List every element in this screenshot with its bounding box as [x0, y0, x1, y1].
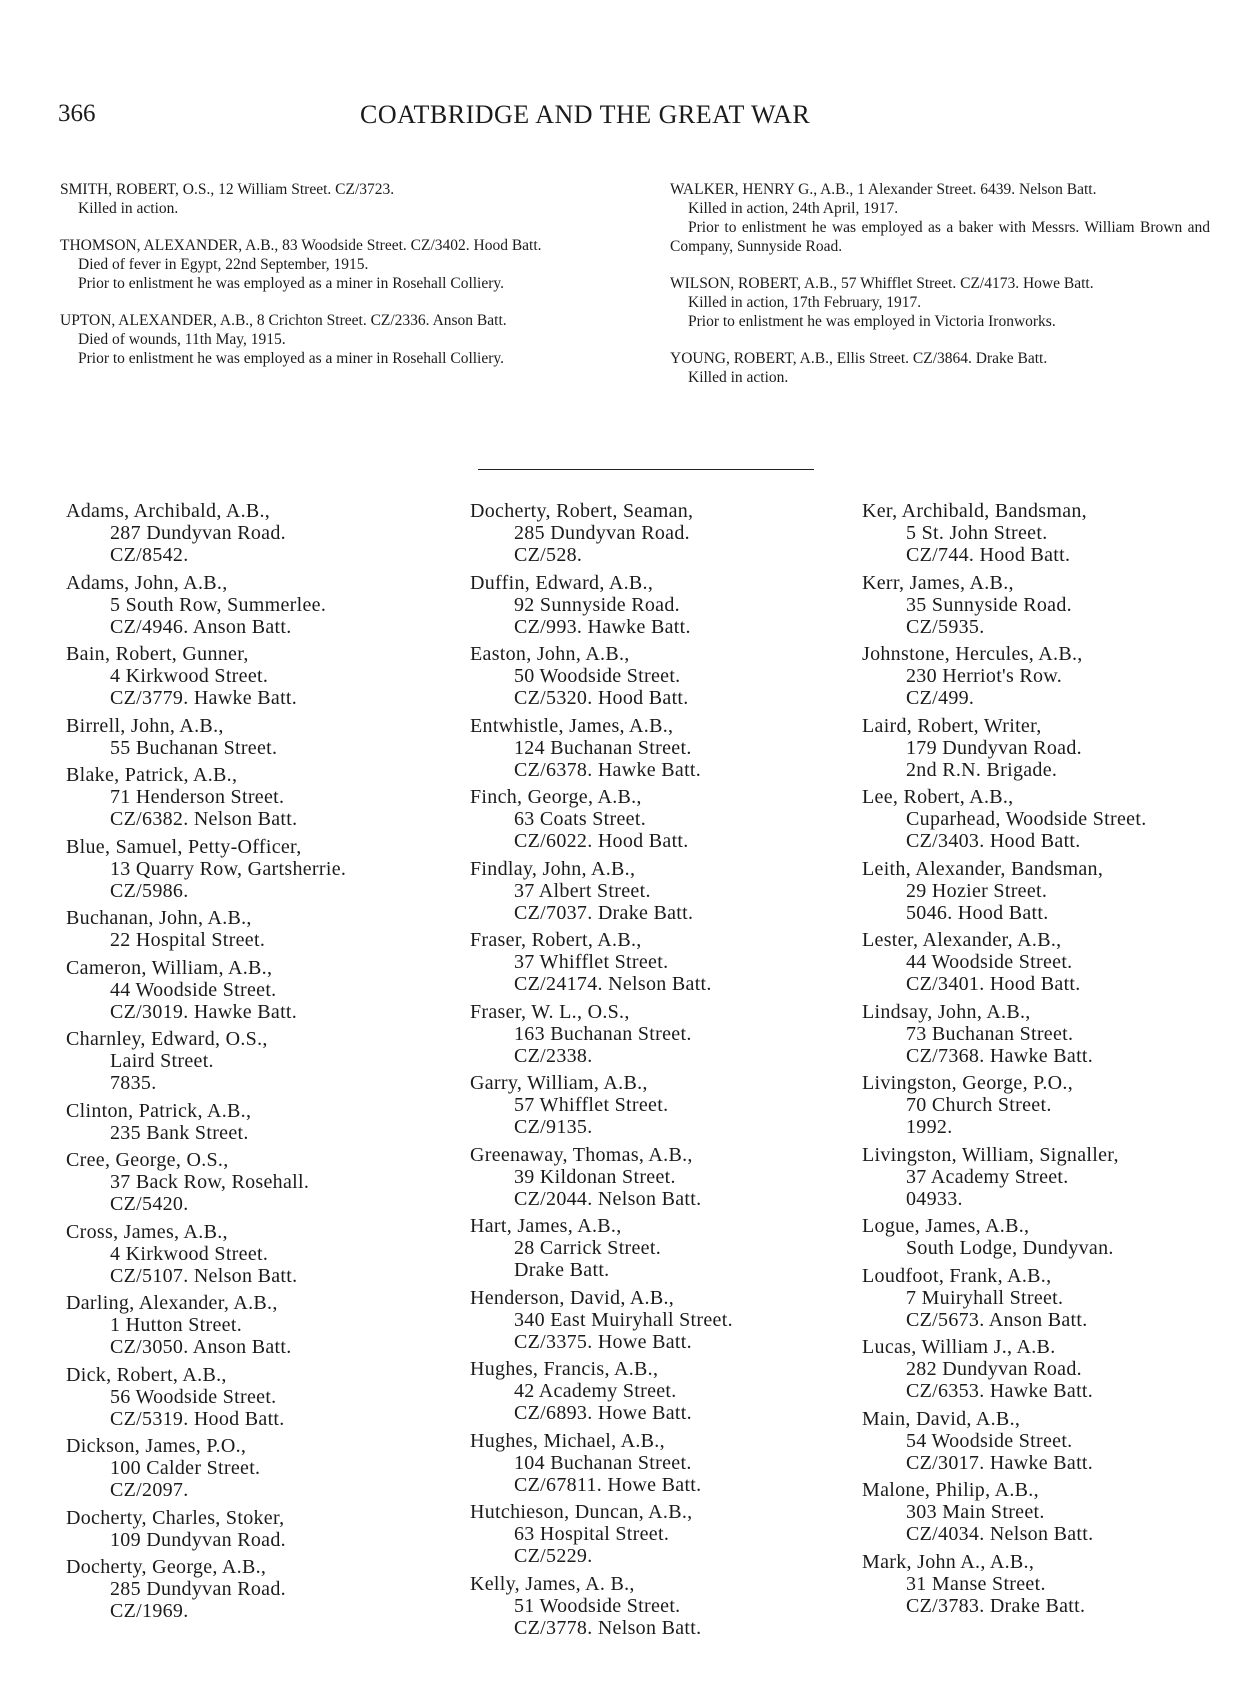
roll-entry: [66, 1435, 446, 1501]
roll-entry-address: 1 Hutton Street.: [110, 1314, 243, 1336]
running-head-title: COATBRIDGE AND THE GREAT WAR: [360, 100, 811, 129]
roll-column-3: [862, 500, 1232, 1622]
roll-entry-address: 29 Hozier Street.: [906, 879, 1048, 902]
roll-entry-service: Drake Batt.: [514, 1259, 610, 1281]
roll-entry-service: CZ/993. Hawke Batt.: [514, 615, 691, 638]
roll-entry-service: CZ/3401. Hood Batt.: [906, 973, 1081, 995]
roll-entry-address: 51 Woodside Street.: [514, 1594, 681, 1617]
roll-entry-address: 54 Woodside Street.: [906, 1429, 1073, 1452]
roll-entry-service: CZ/3783. Drake Batt.: [906, 1594, 1086, 1617]
roll-entry-name: Logue, James, A.B.,: [862, 1215, 1030, 1237]
roll-entry-service: CZ/7037. Drake Batt.: [514, 901, 694, 924]
roll-entry: [862, 1265, 1232, 1331]
entry-note: Died of fever in Egypt, 22nd September, 1915.: [78, 256, 369, 273]
roll-entry: [66, 1149, 446, 1215]
roll-entry-name: Cameron, William, A.B.,: [66, 956, 273, 979]
roll-entry-name: Lee, Robert, A.B.,: [862, 786, 1014, 808]
roll-entry-service: CZ/2044. Nelson Batt.: [514, 1187, 702, 1210]
roll-entry-name: Loudfoot, Frank, A.B.,: [862, 1264, 1052, 1287]
roll-entry: [862, 1551, 1232, 1617]
roll-entry-name: Finch, George, A.B.,: [470, 786, 642, 808]
roll-entry-address: 4 Kirkwood Street.: [110, 1242, 269, 1265]
entry-heading: UPTON, ALEXANDER, A.B., 8 Crichton Street. CZ/2336. Anson Batt.: [60, 312, 507, 329]
roll-entry: [862, 929, 1232, 995]
roll-entry: [862, 1408, 1232, 1474]
roll-entry-address: 42 Academy Street.: [514, 1380, 677, 1402]
roll-entry-name: Lindsay, John, A.B.,: [862, 1000, 1031, 1023]
casualty-entry: [670, 349, 1210, 387]
roll-entry-address: 56 Woodside Street.: [110, 1385, 277, 1408]
roll-entry-address: 70 Church Street.: [906, 1094, 1052, 1116]
roll-entry-name: Cree, George, O.S.,: [66, 1149, 229, 1171]
casualty-entry: [60, 180, 620, 218]
roll-entry-name: Dickson, James, P.O.,: [66, 1435, 247, 1457]
roll-entry-service: CZ/8542.: [110, 544, 189, 566]
roll-entry-service: CZ/4034. Nelson Batt.: [906, 1523, 1094, 1545]
roll-entry-service: 5046. Hood Batt.: [906, 901, 1049, 924]
roll-entry-address: 22 Hospital Street.: [110, 929, 266, 951]
roll-entry-address: 73 Buchanan Street.: [906, 1022, 1074, 1045]
roll-entry-service: CZ/24174. Nelson Batt.: [514, 973, 712, 995]
roll-entry-address: 4 Kirkwood Street.: [110, 665, 269, 687]
roll-entry-name: Easton, John, A.B.,: [470, 643, 630, 665]
roll-entry-name: Leith, Alexander, Bandsman,: [862, 857, 1104, 880]
roll-entry-name: Adams, John, A.B.,: [66, 571, 228, 594]
roll-entry-address: 37 Albert Street.: [514, 879, 651, 902]
roll-entry-name: Mark, John A., A.B.,: [862, 1550, 1035, 1573]
roll-entry-name: Main, David, A.B.,: [862, 1407, 1021, 1430]
roll-entry-address: South Lodge, Dundyvan.: [906, 1237, 1114, 1259]
roll-entry: [862, 715, 1232, 781]
roll-entry-address: 179 Dundyvan Road.: [906, 736, 1082, 759]
roll-entry-address: 35 Sunnyside Road.: [906, 593, 1072, 616]
roll-entry-service: CZ/3375. Howe Batt.: [514, 1330, 692, 1353]
entry-heading: YOUNG, ROBERT, A.B., Ellis Street. CZ/3864. Drake Batt.: [670, 350, 1048, 367]
entry-note: Died of wounds, 11th May, 1915.: [78, 331, 286, 348]
roll-entry-name: Hughes, Francis, A.B.,: [470, 1358, 659, 1380]
roll-entry: [66, 1028, 446, 1094]
roll-entry-name: Buchanan, John, A.B.,: [66, 907, 252, 929]
roll-entry-name: Duffin, Edward, A.B.,: [470, 571, 654, 594]
roll-entry-service: CZ/3050. Anson Batt.: [110, 1336, 292, 1358]
roll-entry-service: CZ/5986.: [110, 879, 189, 902]
entry-heading: WILSON, ROBERT, A.B., 57 Whifflet Street. CZ/4173. Howe Batt.: [670, 275, 1094, 292]
roll-entry-service: CZ/1969.: [110, 1600, 189, 1622]
roll-entry-service: CZ/744. Hood Batt.: [906, 544, 1071, 566]
roll-entry: [862, 786, 1232, 852]
roll-entry: [66, 957, 446, 1023]
roll-entry-service: CZ/3019. Hawke Batt.: [110, 1000, 298, 1023]
roll-entry-service: CZ/499.: [906, 687, 975, 709]
roll-entry: [66, 1292, 446, 1358]
roll-entry-name: Kerr, James, A.B.,: [862, 571, 1014, 594]
roll-entry-name: Bain, Robert, Gunner,: [66, 643, 249, 665]
roll-entry-address: 28 Carrick Street.: [514, 1237, 662, 1259]
roll-entry: [470, 786, 850, 852]
entry-heading: WALKER, HENRY G., A.B., 1 Alexander Street. 6439. Nelson Batt.: [670, 181, 1097, 198]
roll-entry-name: Clinton, Patrick, A.B.,: [66, 1099, 252, 1122]
roll-entry: [66, 1100, 446, 1144]
roll-entry-address: 163 Buchanan Street.: [514, 1022, 692, 1045]
entry-heading: SMITH, ROBERT, O.S., 12 William Street. CZ/3723.: [60, 181, 395, 198]
entry-note: Killed in action, 24th April, 1917.: [688, 200, 899, 217]
roll-entry: [66, 1364, 446, 1430]
roll-entry-address: 230 Herriot's Row.: [906, 665, 1063, 687]
roll-entry-address: 63 Coats Street.: [514, 808, 647, 830]
roll-entry-service: CZ/2338.: [514, 1044, 593, 1067]
roll-entry: [66, 500, 446, 566]
entry-note: Prior to enlistment he was employed as a miner in Rosehall Colliery.: [78, 350, 505, 367]
roll-entry-service: CZ/5320. Hood Batt.: [514, 687, 689, 709]
roll-entry-address: 285 Dundyvan Road.: [110, 1578, 286, 1600]
roll-entry-service: CZ/3403. Hood Batt.: [906, 830, 1081, 852]
roll-entry-address: 287 Dundyvan Road.: [110, 522, 286, 544]
roll-entry: [470, 858, 850, 924]
roll-entry: [66, 715, 446, 759]
roll-entry-name: Findlay, John, A.B.,: [470, 857, 636, 880]
roll-entry: [470, 1501, 850, 1567]
roll-entry-address: 37 Academy Street.: [906, 1165, 1069, 1188]
roll-entry-address: 92 Sunnyside Road.: [514, 593, 680, 616]
roll-entry: [862, 1001, 1232, 1067]
entry-note: Killed in action, 17th February, 1917.: [688, 294, 922, 311]
roll-entry-name: Lucas, William J., A.B.: [862, 1336, 1056, 1358]
roll-entry: [66, 1507, 446, 1551]
roll-entry-address: 7 Muiryhall Street.: [906, 1286, 1064, 1309]
roll-entry: [862, 572, 1232, 638]
section-divider: [478, 469, 814, 470]
roll-entry-service: CZ/6378. Hawke Batt.: [514, 758, 702, 781]
roll-entry-address: 5 St. John Street.: [906, 522, 1048, 544]
casualty-entry: [60, 236, 620, 293]
roll-entry-name: Ker, Archibald, Bandsman,: [862, 500, 1087, 522]
roll-entry: [470, 643, 850, 709]
roll-entry: [66, 572, 446, 638]
roll-entry-address: 303 Main Street.: [906, 1501, 1045, 1523]
roll-entry-name: Lester, Alexander, A.B.,: [862, 929, 1062, 951]
roll-entry-name: Adams, Archibald, A.B.,: [66, 500, 271, 522]
roll-entry: [470, 1573, 850, 1639]
entry-note: Prior to enlistment he was employed in Victoria Ironworks.: [688, 313, 1056, 330]
roll-entry-service: CZ/7368. Hawke Batt.: [906, 1044, 1094, 1067]
roll-entry-address: 55 Buchanan Street.: [110, 736, 278, 759]
roll-entry: [862, 1336, 1232, 1402]
roll-entry-address: 282 Dundyvan Road.: [906, 1358, 1082, 1380]
roll-entry-name: Blake, Patrick, A.B.,: [66, 764, 238, 786]
roll-entry-name: Henderson, David, A.B.,: [470, 1286, 675, 1309]
roll-entry-service: CZ/2097.: [110, 1479, 189, 1501]
roll-entry-service: CZ/3779. Hawke Batt.: [110, 687, 298, 709]
roll-entry: [470, 1001, 850, 1067]
roll-entry: [862, 858, 1232, 924]
roll-entry: [862, 643, 1232, 709]
roll-entry: [470, 500, 850, 566]
roll-entry-service: CZ/6022. Hood Batt.: [514, 830, 689, 852]
roll-entry-service: CZ/4946. Anson Batt.: [110, 615, 292, 638]
roll-entry-name: Johnstone, Hercules, A.B.,: [862, 643, 1083, 665]
roll-entry-address: 37 Whifflet Street.: [514, 951, 669, 973]
roll-entry-address: 63 Hospital Street.: [514, 1523, 670, 1545]
roll-entry: [470, 1215, 850, 1281]
roll-entry: [66, 643, 446, 709]
roll-entry: [66, 1221, 446, 1287]
roll-entry-service: CZ/5107. Nelson Batt.: [110, 1264, 298, 1287]
roll-entry-address: 44 Woodside Street.: [906, 951, 1073, 973]
roll-entry-address: 50 Woodside Street.: [514, 665, 681, 687]
roll-entry-name: Charnley, Edward, O.S.,: [66, 1028, 268, 1050]
roll-entry-name: Hutchieson, Duncan, A.B.,: [470, 1501, 693, 1523]
roll-entry-address: 44 Woodside Street.: [110, 978, 277, 1001]
roll-entry-address: 124 Buchanan Street.: [514, 736, 692, 759]
roll-entry-name: Livingston, George, P.O.,: [862, 1072, 1074, 1094]
roll-entry-name: Blue, Samuel, Petty-Officer,: [66, 835, 302, 858]
roll-entry: [66, 836, 446, 902]
roll-entry-address: 5 South Row, Summerlee.: [110, 593, 327, 616]
casualty-entry: [670, 180, 1210, 256]
roll-entry: [862, 1479, 1232, 1545]
roll-entry-service: CZ/528.: [514, 544, 583, 566]
entry-note: Killed in action.: [688, 369, 789, 386]
roll-entry-service: 2nd R.N. Brigade.: [906, 758, 1058, 781]
roll-entry-address: 71 Henderson Street.: [110, 786, 285, 808]
roll-entry-service: CZ/6893. Howe Batt.: [514, 1402, 692, 1424]
roll-entry-address: 235 Bank Street.: [110, 1121, 249, 1144]
roll-entry-service: CZ/3778. Nelson Batt.: [514, 1616, 702, 1639]
roll-entry: [470, 1144, 850, 1210]
roll-entry-name: Malone, Philip, A.B.,: [862, 1479, 1039, 1501]
roll-entry-name: Kelly, James, A. B.,: [470, 1572, 635, 1595]
roll-entry: [470, 1072, 850, 1138]
roll-entry: [470, 1430, 850, 1496]
roll-entry-name: Hart, James, A.B.,: [470, 1215, 622, 1237]
casualty-entry: [670, 274, 1210, 331]
roll-entry: [862, 1215, 1232, 1259]
roll-entry-address: 109 Dundyvan Road.: [110, 1528, 286, 1551]
roll-entry-name: Cross, James, A.B.,: [66, 1220, 228, 1243]
roll-entry-name: Greenaway, Thomas, A.B.,: [470, 1143, 693, 1166]
casualty-entry: [60, 311, 620, 368]
roll-entry-service: CZ/3017. Hawke Batt.: [906, 1451, 1094, 1474]
roll-entry-name: Docherty, George, A.B.,: [66, 1556, 267, 1578]
roll-entry-name: Garry, William, A.B.,: [470, 1072, 648, 1094]
roll-entry-service: CZ/9135.: [514, 1116, 593, 1138]
roll-entry-service: CZ/5673. Anson Batt.: [906, 1308, 1088, 1331]
roll-entry-address: Cuparhead, Woodside Street.: [906, 808, 1147, 830]
roll-entry-name: Fraser, W. L., O.S.,: [470, 1000, 630, 1023]
roll-entry-name: Laird, Robert, Writer,: [862, 714, 1042, 737]
roll-entry-address: 13 Quarry Row, Gartsherrie.: [110, 857, 347, 880]
roll-entry: [862, 1144, 1232, 1210]
roll-entry: [470, 1358, 850, 1424]
roll-entry-name: Entwhistle, James, A.B.,: [470, 714, 674, 737]
roll-entry-address: Laird Street.: [110, 1050, 214, 1072]
roll-entry-service: CZ/5935.: [906, 615, 985, 638]
roll-entry-service: CZ/6353. Hawke Batt.: [906, 1380, 1094, 1402]
roll-entry-name: Hughes, Michael, A.B.,: [470, 1429, 665, 1452]
roll-entry-service: 7835.: [110, 1072, 157, 1094]
roll-entry: [470, 1287, 850, 1353]
roll-entry-address: 57 Whifflet Street.: [514, 1094, 669, 1116]
entry-note: Prior to enlistment he was employed as a miner in Rosehall Colliery.: [78, 275, 505, 292]
roll-entry-service: CZ/5420.: [110, 1193, 189, 1215]
detailed-entries-left: [60, 180, 620, 386]
roll-entry-name: Fraser, Robert, A.B.,: [470, 929, 642, 951]
roll-entry: [470, 929, 850, 995]
roll-entry-address: 39 Kildonan Street.: [514, 1165, 676, 1188]
page-number: 366: [58, 100, 96, 127]
roll-entry-name: Livingston, William, Signaller,: [862, 1143, 1119, 1166]
roll-entry-service: CZ/5319. Hood Batt.: [110, 1407, 285, 1430]
roll-entry: [470, 572, 850, 638]
roll-column-1: [66, 500, 446, 1628]
roll-entry-name: Dick, Robert, A.B.,: [66, 1363, 227, 1386]
roll-entry: [66, 1556, 446, 1622]
roll-entry: [862, 1072, 1232, 1138]
detailed-entries-right: [670, 180, 1210, 405]
roll-entry-name: Darling, Alexander, A.B.,: [66, 1292, 278, 1314]
entry-note: Killed in action.: [78, 200, 179, 217]
roll-entry: [66, 907, 446, 951]
roll-entry: [862, 500, 1232, 566]
roll-entry-address: 285 Dundyvan Road.: [514, 522, 690, 544]
roll-entry: [470, 715, 850, 781]
roll-entry-service: CZ/67811. Howe Batt.: [514, 1473, 702, 1496]
roll-entry-address: 340 East Muiryhall Street.: [514, 1308, 733, 1331]
roll-entry-address: 100 Calder Street.: [110, 1457, 261, 1479]
roll-entry-address: 37 Back Row, Rosehall.: [110, 1171, 310, 1193]
roll-column-2: [470, 500, 850, 1644]
roll-entry-service: CZ/6382. Nelson Batt.: [110, 808, 298, 830]
roll-entry-name: Docherty, Charles, Stoker,: [66, 1506, 285, 1529]
roll-entry-name: Docherty, Robert, Seaman,: [470, 500, 694, 522]
roll-entry-service: CZ/5229.: [514, 1545, 593, 1567]
roll-entry-service: 1992.: [906, 1116, 953, 1138]
roll-entry-address: 104 Buchanan Street.: [514, 1451, 692, 1474]
entry-heading: THOMSON, ALEXANDER, A.B., 83 Woodside Street. CZ/3402. Hood Batt.: [60, 237, 542, 254]
roll-entry-service: 04933.: [906, 1187, 963, 1210]
entry-note: Prior to enlistment he was employed as a baker with Messrs. William Brown and Company, Sunnyside Road.: [670, 219, 1210, 255]
roll-entry-address: 31 Manse Street.: [906, 1572, 1046, 1595]
roll-entry: [66, 764, 446, 830]
roll-entry-name: Birrell, John, A.B.,: [66, 714, 224, 737]
